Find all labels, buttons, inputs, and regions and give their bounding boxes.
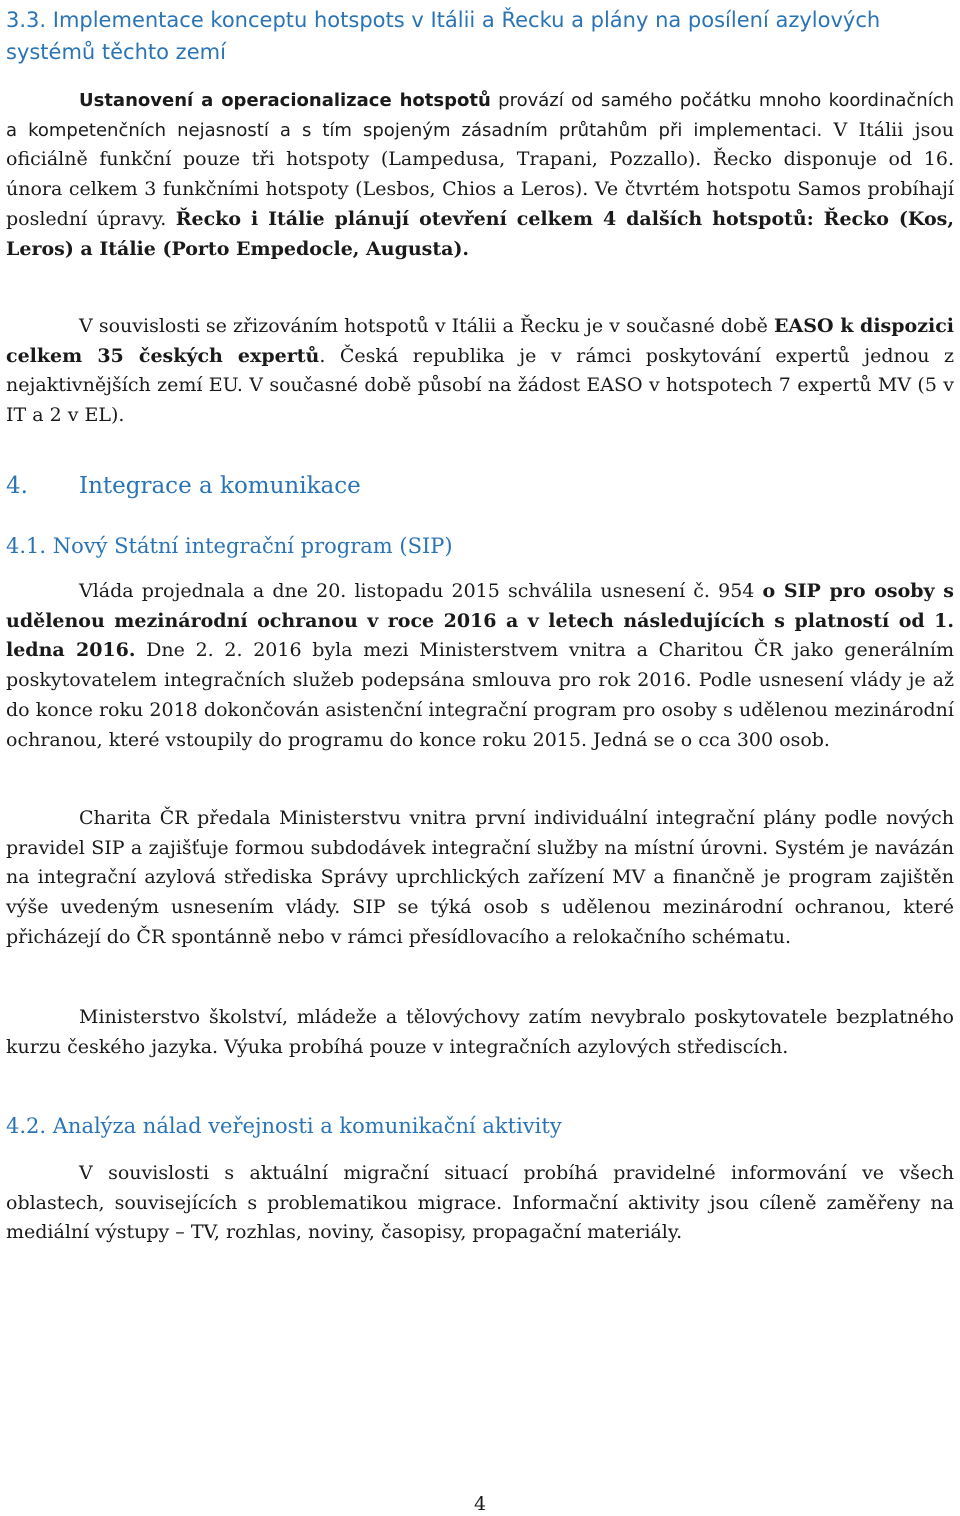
paragraph-text: Ministerstvo školství, mládeže a tělovýchovy zatím nevybralo poskytovatele bezplatného kurzu českého jazyka. Výuka probíhá pouze v integračních azylových střediscích.: [6, 1006, 954, 1058]
paragraph-bold: Řecko i Itálie plánují otevření celkem 4 dalších hotspotů: Řecko (Kos, Leros) a Itálie (Porto Empedocle, Augusta).: [6, 207, 954, 260]
paragraph-sip: [6, 577, 954, 755]
page-number: 4: [473, 1493, 487, 1515]
paragraph-bold: o SIP pro osoby s udělenou mezinárodní ochranou v roce 2016 a v letech následujících s platností od 1. ledna 2016.: [6, 580, 954, 662]
paragraph-text: . Česká republika je v rámci poskytování expertů jednou z nejaktivnějších zemí EU. V současné době působí na žádost EASO v hotspotech 7 expertů MV (5 v IT a 2 v EL).: [6, 344, 954, 427]
paragraph-easo-experts: [6, 312, 954, 431]
section-heading-4-1: 4.1. Nový Státní integrační program (SIP): [6, 534, 453, 558]
paragraph-text: provází od samého počátku mnoho koordinačních a kompetenčních nejasností a s tím spojeným zásadním průtahům při implementaci.: [6, 90, 955, 141]
section-heading-3-3: 3.3. Implementace konceptu hotspots v Itálii a Řecku a plány na posílení azylových systémů těchto zemí: [6, 8, 881, 64]
paragraph-text: V souvislosti se zřizováním hotspotů v Itálii a Řecku je v současné době: [79, 315, 774, 337]
paragraph-text: Vláda projednala a dne 20. listopadu 2015 schválila usnesení č. 954: [79, 580, 763, 602]
paragraph-text: Dne 2. 2. 2016 byla mezi Ministerstvem vnitra a Charitou ČR jako generálním poskytovatelem integračních služeb podepsána smlouva pro rok 2016. Podle usnesení vlády je až do konce roku 2018 dokončován asistenční integrační program pro osoby s udělenou mezinárodní ochranou, které vstoupily do programu do konce roku 2015. Jedná se o cca 300 osob.: [6, 639, 955, 751]
paragraph-hotspots: [6, 86, 954, 264]
paragraph-communication: [6, 1159, 954, 1248]
section-heading-4-2: 4.2. Analýza nálad veřejnosti a komunikační aktivity: [6, 1114, 562, 1138]
paragraph-text: Charita ČR předala Ministerstvu vnitra první individuální integrační plány podle nových pravidel SIP a zajišťuje formou subdodávek integrační služby na místní úrovni. Systém je navázán na integrační azylová střediska Správy uprchlických zařízení MV a finančně je program zajištěn výše uvedeným usnesením vlády. SIP se týká osob s udělenou mezinárodní ochranou, které přicházejí do ČR spontánně nebo v rámci přesídlovacího a relokačního schématu.: [6, 807, 954, 948]
paragraph-msmt: [6, 1003, 954, 1062]
paragraph-bold: EASO k dispozici celkem 35 českých expertů: [6, 315, 955, 367]
paragraph-charita: [6, 804, 954, 953]
section-number: 4.: [6, 473, 28, 499]
paragraph-text: V souvislosti s aktuální migrační situací probíhá pravidelné informování ve všech oblastech, souvisejících s problematikou migrace. Informační aktivity jsou cíleně zaměřeny na mediální výstupy – TV, rozhlas, noviny, časopisy, propagační materiály.: [6, 1162, 954, 1244]
section-heading-4: [6, 470, 361, 502]
paragraph-text: V Itálii jsou oficiálně funkční pouze tři hotspoty (Lampedusa, Trapani, Pozzallo). Řecko disponuje od 16. února celkem 3 funkčními hotspoty (Lesbos, Chios a Leros). Ve čtvrtém hotspotu Samos probíhají poslední úpravy.: [6, 118, 955, 230]
paragraph-bold: Ustanovení a operacionalizace hotspotů: [79, 90, 491, 111]
section-title: Integrace a komunikace: [79, 473, 361, 499]
